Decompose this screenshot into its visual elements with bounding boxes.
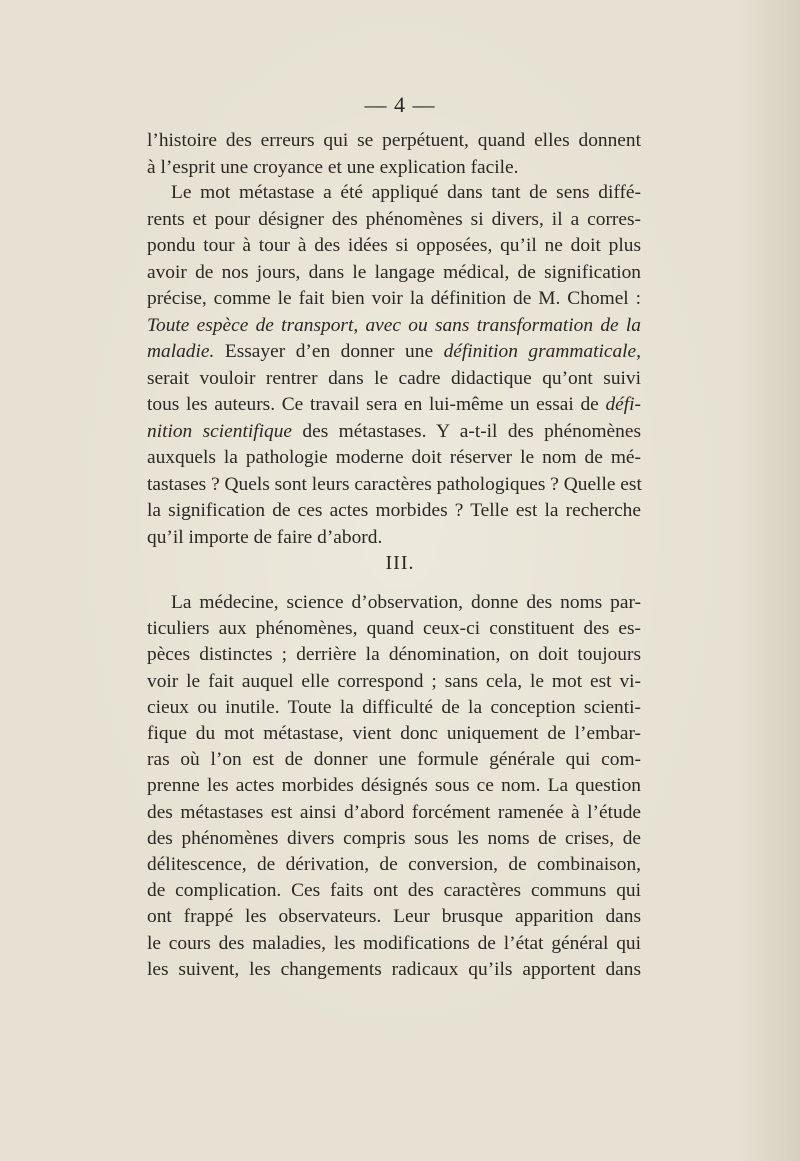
text-line: des phénomènes divers compris sous les noms de crises, de (147, 827, 641, 849)
paragraph-medecine (147, 590, 641, 983)
text-line: fique du mot métastase, vient donc uniquement de l’embar- (147, 723, 641, 745)
paragraph-continuation (147, 128, 641, 181)
text-line: avoir de nos jours, dans le langage médical, de signification (147, 261, 641, 283)
definition-quote: Toute espèce de transport, avec ou sans transformation de la (147, 314, 641, 336)
text-line: pondu tour à tour à des idées si opposées, qu’il ne doit plus (147, 235, 641, 256)
text-span: des métastases. Y a-t-il des phénomènes (292, 420, 641, 442)
text-line: qu’il importe de faire d’abord. (147, 526, 383, 548)
text-line: prenne les actes morbides désignés sous ce nom. La question (147, 775, 641, 797)
text-line: précise, comme le fait bien voir la définition de M. Chomel : (147, 288, 641, 309)
text-line: les suivent, les changements radicaux qu’ils apportent dans (147, 958, 641, 980)
section-heading: III. (385, 552, 415, 574)
text-line (147, 419, 641, 446)
text-line: pèces distinctes ; derrière la dénomination, on doit toujours (147, 644, 641, 666)
text-span: tous les auteurs. Ce travail sera en lui-même un essai de (147, 394, 606, 415)
text-line: tastases ? Quels sont leurs caractères pathologiques ? Quelle est (147, 473, 642, 495)
text-line: auxquels la pathologie moderne doit réserver le nom de mé- (147, 447, 641, 468)
text-line: Le mot métastase a été appliqué dans tant de sens diffé- (171, 182, 641, 203)
italic-term: défi- (605, 394, 641, 415)
text-line: des métastases est ainsi d’abord forcément ramenée à l’étude (147, 801, 641, 823)
text-line: l’histoire des erreurs qui se perpétuent, quand elles donnent (147, 130, 641, 151)
text-line: rents et pour désigner des phénomènes si divers, il a corres- (147, 208, 641, 230)
italic-term: définition grammaticale, (443, 341, 641, 362)
text-line: le cours des maladies, les modifications de l’état général qui (147, 932, 641, 954)
paragraph-metastase-definition (147, 180, 641, 551)
text-line (147, 392, 641, 419)
text-line: serait vouloir rentrer dans le cadre didactique qu’ont suivi (147, 367, 641, 389)
text-line: de complication. Ces faits ont des caractères communs qui (147, 880, 641, 902)
text-line (147, 313, 641, 340)
definition-quote-end: maladie. (147, 341, 215, 362)
text-line: la signification de ces actes morbides ? Telle est la recherche (147, 500, 641, 521)
text-line: ras où l’on est de donner une formule générale qui com- (147, 749, 641, 771)
text-span: Essayer d’en donner une (214, 341, 444, 362)
text-line: La médecine, science d’observation, donne des noms par- (171, 592, 641, 613)
page-number: — 4 — (364, 92, 436, 117)
text-line: voir le fait auquel elle correspond ; sans cela, le mot est vi- (147, 670, 641, 692)
text-line: ont frappé les observateurs. Leur brusque apparition dans (147, 906, 641, 928)
italic-term: nition scientifique (147, 420, 293, 442)
text-line: ticuliers aux phénomènes, quand ceux-ci constituent des es- (147, 618, 641, 640)
text-line: à l’esprit une croyance et une explication facile. (147, 156, 519, 178)
text-line: cieux ou inutile. Toute la difficulté de la conception scienti- (147, 696, 641, 718)
text-line (147, 339, 641, 366)
text-line: délitescence, de dérivation, de conversion, de combinaison, (147, 854, 641, 876)
